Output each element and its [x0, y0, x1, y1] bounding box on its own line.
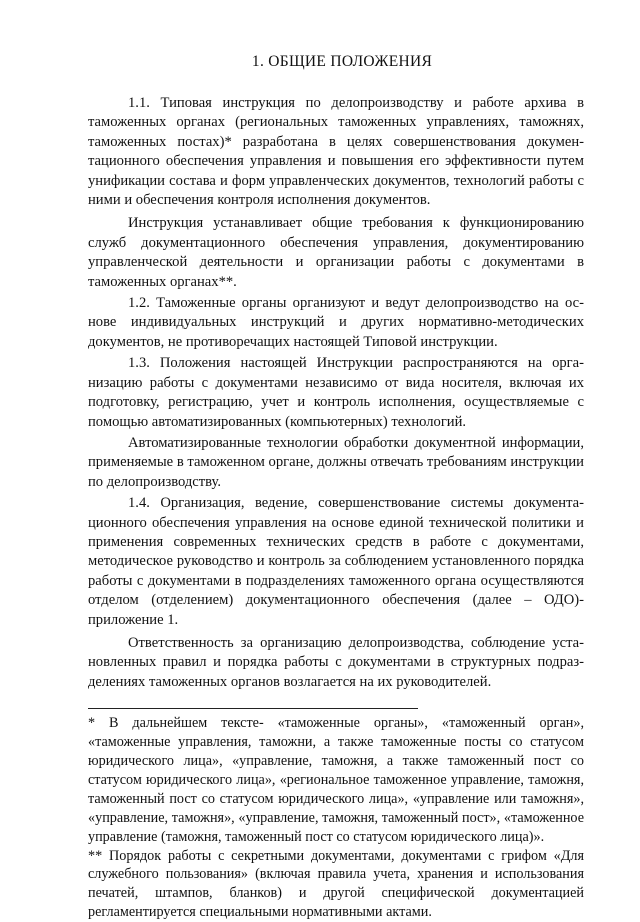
section-heading: 1. ОБЩИЕ ПОЛОЖЕНИЯ	[251, 53, 433, 70]
document-page	[88, 52, 584, 922]
paragraph-automated-technologies: Автоматизированные технологии обработки документной информации, применяемые в таможенном органе, должны отвечать требованиям инструкции по делопроизводству.	[88, 434, 584, 490]
footnote-separator	[88, 708, 418, 709]
footnote-1: * В дальнейшем тексте- «таможенные органы», «таможенный орган», «таможенные управления, таможни, а также таможенные посты со статусом юридического лица», «управление, таможня, а также таможенный пост со статусом юридического лица», «региональное таможенное управление, таможня, таможенный пост со статусом юридического лица», «управление или таможня», «управление, таможня», «управление, таможня, таможенный пост», «таможенное управление (таможня, таможенный пост со статусом юридического лица)».	[88, 715, 584, 845]
footnotes	[88, 714, 584, 922]
paragraph-1-3: 1.3. Положения настоящей Инструкции распространяются на организацию работы с документами независимо от вида носителя, включая их подготовку, регистрацию, учет и контроль исполнения, осуществляемые с помощью автоматизированных (компьютерных) технологий.	[88, 355, 584, 430]
paragraph-responsibility: Ответственность за организацию делопроизводства, соблюдение установленных правил и порядка работы с документами в структурных подразделениях таможенных органов возлагается на их руководителей.	[88, 634, 584, 690]
paragraph-instruction-requirements: Инструкция устанавливает общие требования к функционированию служб документационного обеспечения управления, документированию управленческой деятельности и организации работы с документами в таможенных органах**.	[88, 215, 584, 290]
footnote-2: ** Порядок работы с секретными документами, документами с грифом «Для служебного пользования» (включая правила учета, хранения и использования печатей, штампов, бланков) и другой специфической документацией регламентируется специальными нормативными актами.	[88, 847, 584, 921]
paragraph-1-1: 1.1. Типовая инструкция по делопроизводству и работе архива в таможенных органах (региональных таможенных управлениях, таможнях, таможенных постах)* разработана в целях совершенствования документационного обеспечения управления и повышения его эффективности путем унификации состава и форм управленческих документов, технологий работы с ними и обеспечения контроля исполнения документов.	[88, 95, 584, 209]
paragraph-1-4: 1.4. Организация, ведение, совершенствование системы документационного обеспечения управления на основе единой технической политики и применения современных технических средств в работе с документами, методическое руководство и контроль за соблюдением установленного порядка работы с документами в подразделениях таможенного органа осуществляются отделом (отделением) документационного обеспечения (далее – ОДО)- приложение 1.	[88, 495, 584, 628]
paragraph-1-2: 1.2. Таможенные органы организуют и ведут делопроизводство на основе индивидуальных инструкций и других нормативно-методических документов, не противоречащих настоящей Типовой инструкции.	[88, 295, 584, 350]
